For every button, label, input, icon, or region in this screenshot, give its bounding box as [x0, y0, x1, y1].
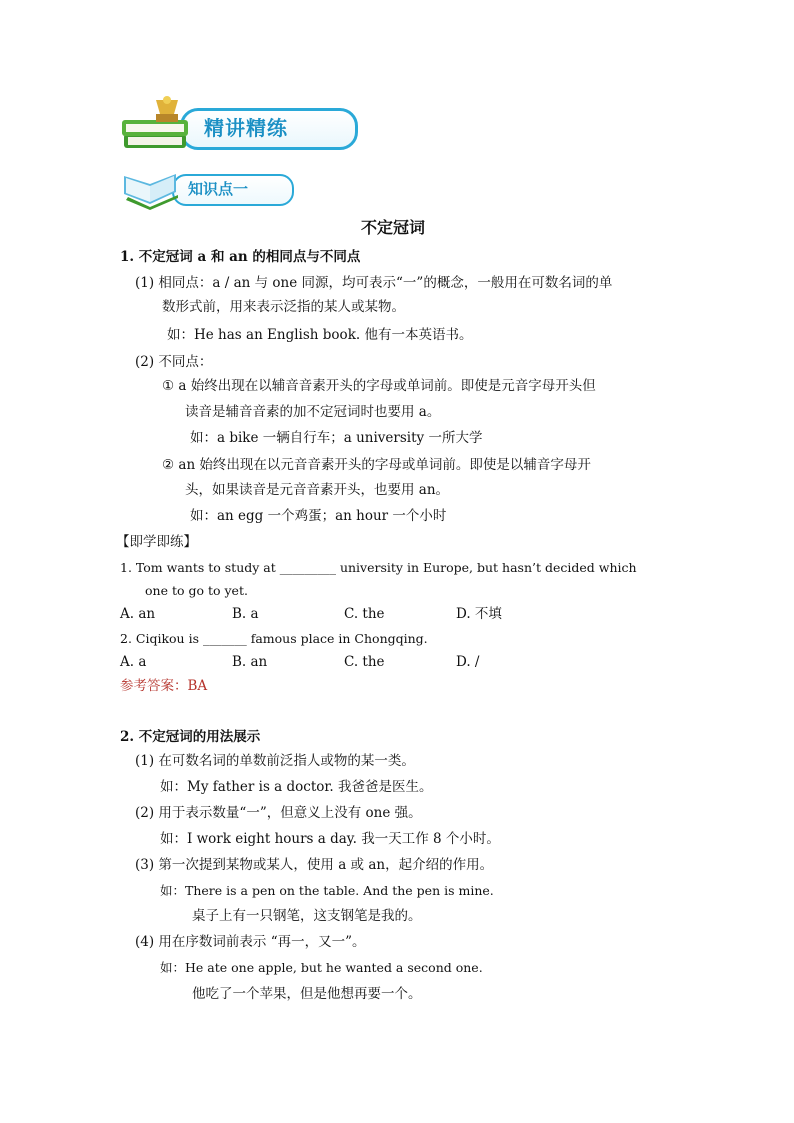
question-2-option-b: B. an: [232, 654, 268, 670]
question-1-option-a: A. an: [120, 606, 156, 622]
question-2-option-a: A. a: [120, 654, 147, 670]
section1-p2b-example: 如：an egg 一个鸡蛋；an hour 一个小时: [190, 508, 447, 524]
section1-p2: (2) 不同点：: [135, 354, 213, 370]
banner-sub-text: 知识点一: [188, 180, 249, 198]
section2-heading: 2. 不定冠词的用法展示: [120, 729, 261, 745]
section2-usage-1: (1) 在可数名词的单数前泛指人或物的某一类。: [135, 753, 415, 769]
section-banner-sub: [120, 164, 300, 210]
open-book-icon: [120, 164, 182, 210]
section1-p1-line2: 数形式前，用来表示泛指的某人或某物。: [162, 299, 405, 315]
question-2-option-c: C. the: [344, 654, 385, 670]
section2-usage-3: (3) 第一次提到某物或某人，使用 a 或 an，起介绍的作用。: [135, 857, 494, 873]
question-1-option-b: B. a: [232, 606, 259, 622]
section2-usage-4-translation: 他吃了一个苹果，但是他想再要一个。: [192, 986, 422, 1002]
question-1-option-d: D. 不填: [456, 606, 502, 622]
books-trophy-icon: [120, 96, 200, 158]
section2-usage-4: (4) 用在序数词前表示 “再一，又一”。: [135, 934, 366, 950]
section2-usage-4-example: 如：He ate one apple, but he wanted a second one.: [160, 960, 483, 975]
section1-p1-line1: (1) 相同点：a / an 与 one 同源，均可表示“一”的概念，一般用在可数名词的单: [135, 275, 613, 291]
section1-p2a-line1: ① a 始终出现在以辅音音素开头的字母或单词前。即使是元音字母开头但: [162, 378, 596, 394]
question-2-option-d: D. /: [456, 654, 480, 670]
section1-p2a-line2: 读音是辅音音素的加不定冠词时也要用 a。: [185, 404, 441, 420]
section1-heading: 1. 不定冠词 a 和 an 的相同点与不同点: [120, 249, 361, 265]
banner-main-text: 精讲精练: [204, 116, 288, 140]
section1-p1-example: 如：He has an English book. 他有一本英语书。: [167, 327, 473, 343]
section2-usage-2-example: 如：I work eight hours a day. 我一天工作 8 个小时。: [160, 831, 500, 847]
question-1-line1: 1. Tom wants to study at _________ university in Europe, but hasn’t decided which: [120, 560, 637, 575]
section2-usage-3-translation: 桌子上有一只钢笔，这支钢笔是我的。: [192, 908, 422, 924]
section2-usage-2: (2) 用于表示数量“一”，但意义上没有 one 强。: [135, 805, 422, 821]
question-1-option-c: C. the: [344, 606, 385, 622]
question-1-line2: one to go to yet.: [145, 583, 248, 598]
section-banner-main: [120, 96, 360, 158]
section1-p2b-line2: 头，如果读音是元音音素开头，也要用 an。: [185, 482, 450, 498]
page-title: 不定冠词: [361, 218, 426, 237]
answer-key: 参考答案：BA: [120, 678, 208, 694]
section1-p2a-example: 如：a bike 一辆自行车；a university 一所大学: [190, 430, 483, 446]
practice-heading: 【即学即练】: [116, 534, 197, 550]
section2-usage-3-example: 如：There is a pen on the table. And the pen is mine.: [160, 883, 494, 898]
section1-p2b-line1: ② an 始终出现在以元音音素开头的字母或单词前。即使是以辅音字母开: [162, 457, 591, 473]
section2-usage-1-example: 如：My father is a doctor. 我爸爸是医生。: [160, 779, 433, 795]
question-2-line1: 2. Ciqikou is _______ famous place in Chongqing.: [120, 631, 428, 646]
